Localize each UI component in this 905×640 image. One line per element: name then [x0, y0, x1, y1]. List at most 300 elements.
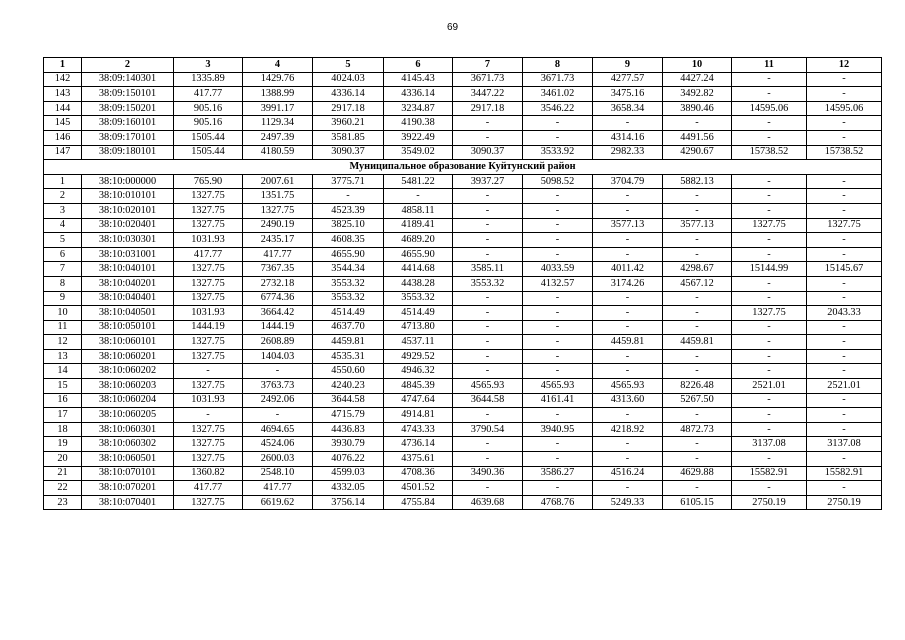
table-cell: -	[523, 320, 593, 335]
table-cell: 38:10:030301	[82, 233, 174, 248]
table-cell: 15145.67	[807, 262, 882, 277]
table-row	[44, 247, 882, 262]
table-cell: -	[593, 452, 663, 467]
table-cell: 4332.05	[313, 481, 384, 496]
table-cell: -	[732, 393, 807, 408]
table-cell: -	[807, 422, 882, 437]
table-cell: -	[523, 335, 593, 350]
table-cell: 5098.52	[523, 174, 593, 189]
table-cell: 1327.75	[174, 189, 243, 204]
table-cell: 38:10:020401	[82, 218, 174, 233]
table-cell: -	[523, 130, 593, 145]
table-row	[44, 379, 882, 394]
table-cell: 4189.41	[384, 218, 453, 233]
table-cell: 1327.75	[174, 262, 243, 277]
table-cell: -	[807, 291, 882, 306]
table-cell: 4755.84	[384, 495, 453, 510]
table-cell: 4872.73	[663, 422, 732, 437]
table-cell: -	[663, 452, 732, 467]
table-cell: 4639.68	[453, 495, 523, 510]
table-cell: 4436.83	[313, 422, 384, 437]
table-row	[44, 393, 882, 408]
table-cell: 4946.32	[384, 364, 453, 379]
table-cell: -	[453, 233, 523, 248]
column-header: 12	[807, 58, 882, 73]
table-cell: 3090.37	[453, 145, 523, 160]
table-cell: 4713.80	[384, 320, 453, 335]
table-row	[44, 335, 882, 350]
table-cell: -	[663, 437, 732, 452]
table-cell: 1388.99	[243, 87, 313, 102]
column-header: 4	[243, 58, 313, 73]
table-row	[44, 189, 882, 204]
table-cell: 3940.95	[523, 422, 593, 437]
table-cell: -	[593, 437, 663, 452]
table-cell: -	[593, 408, 663, 423]
table-cell: 4145.43	[384, 72, 453, 87]
table-cell: 3577.13	[593, 218, 663, 233]
table-cell: 4514.49	[384, 306, 453, 321]
table-cell: -	[807, 408, 882, 423]
table-cell: 38:10:060202	[82, 364, 174, 379]
table-cell: -	[732, 116, 807, 131]
table-cell: -	[807, 393, 882, 408]
table-cell: -	[453, 349, 523, 364]
table-row	[44, 101, 882, 116]
table-cell: 4	[44, 218, 82, 233]
table-cell: 3	[44, 203, 82, 218]
table-cell: -	[663, 233, 732, 248]
table-cell: -	[384, 189, 453, 204]
table-cell: -	[732, 452, 807, 467]
table-cell: 5249.33	[593, 495, 663, 510]
table-cell: 4599.03	[313, 466, 384, 481]
table-cell: -	[453, 189, 523, 204]
column-header: 5	[313, 58, 384, 73]
table-cell: 38:09:170101	[82, 130, 174, 145]
table-cell: 7	[44, 262, 82, 277]
table-cell: 145	[44, 116, 82, 131]
table-cell: -	[807, 349, 882, 364]
table-cell: -	[453, 291, 523, 306]
table-cell: 23	[44, 495, 82, 510]
table-cell: -	[807, 276, 882, 291]
table-cell: 21	[44, 466, 82, 481]
table-cell: 38:10:060204	[82, 393, 174, 408]
table-row	[44, 408, 882, 423]
table-cell: 5	[44, 233, 82, 248]
table-cell: 20	[44, 452, 82, 467]
table-cell: 14	[44, 364, 82, 379]
table-cell: 4929.52	[384, 349, 453, 364]
table-cell: -	[523, 218, 593, 233]
table-cell: -	[732, 87, 807, 102]
table-cell: -	[732, 481, 807, 496]
table-cell: 4858.11	[384, 203, 453, 218]
table-cell: -	[593, 233, 663, 248]
table-cell: 3991.17	[243, 101, 313, 116]
table-cell: -	[732, 408, 807, 423]
table-cell: 1444.19	[243, 320, 313, 335]
table-cell: -	[807, 174, 882, 189]
table-cell: -	[663, 320, 732, 335]
table-cell: 4414.68	[384, 262, 453, 277]
table-cell: -	[523, 116, 593, 131]
table-cell: -	[243, 364, 313, 379]
table-cell: 1429.76	[243, 72, 313, 87]
section-title: Муниципальное образование Куйтунский район	[44, 160, 882, 175]
table-cell: 38:10:040501	[82, 306, 174, 321]
table-cell: 3544.34	[313, 262, 384, 277]
column-header: 2	[82, 58, 174, 73]
table-cell: 38:10:060101	[82, 335, 174, 350]
table-row	[44, 349, 882, 364]
table-cell: 1031.93	[174, 233, 243, 248]
table-cell: 3475.16	[593, 87, 663, 102]
table-cell: 16	[44, 393, 82, 408]
table-cell: 15582.91	[732, 466, 807, 481]
table-cell: 8226.48	[663, 379, 732, 394]
table-cell: 4313.60	[593, 393, 663, 408]
table-cell: -	[453, 320, 523, 335]
table-row	[44, 145, 882, 160]
table-cell: -	[453, 218, 523, 233]
table-cell: 15738.52	[807, 145, 882, 160]
table-cell: 417.77	[174, 247, 243, 262]
table-cell: 3644.58	[313, 393, 384, 408]
table-cell: 4743.33	[384, 422, 453, 437]
table-cell: 146	[44, 130, 82, 145]
table-cell: 1327.75	[174, 203, 243, 218]
table-cell: -	[593, 247, 663, 262]
table-cell: 3756.14	[313, 495, 384, 510]
table-cell: -	[732, 335, 807, 350]
table-cell: 4537.11	[384, 335, 453, 350]
table-cell: 2608.89	[243, 335, 313, 350]
table-cell: -	[807, 130, 882, 145]
table-cell: 11	[44, 320, 82, 335]
table-cell: 4708.36	[384, 466, 453, 481]
table-cell: 3960.21	[313, 116, 384, 131]
table-cell: 38:10:040401	[82, 291, 174, 306]
table-cell: -	[663, 247, 732, 262]
table-cell: 1031.93	[174, 393, 243, 408]
table-row	[44, 452, 882, 467]
table-cell: -	[313, 189, 384, 204]
table-cell: 4567.12	[663, 276, 732, 291]
table-cell: 38:09:180101	[82, 145, 174, 160]
table-cell: -	[523, 233, 593, 248]
table-cell: 2750.19	[732, 495, 807, 510]
table-row	[44, 87, 882, 102]
table-cell: -	[523, 481, 593, 496]
table-cell: -	[663, 291, 732, 306]
table-cell: 2497.39	[243, 130, 313, 145]
table-cell: -	[732, 203, 807, 218]
table-cell: 4914.81	[384, 408, 453, 423]
table-cell: 4180.59	[243, 145, 313, 160]
table-cell: 3577.13	[663, 218, 732, 233]
table-cell: 5882.13	[663, 174, 732, 189]
table-cell: 6774.36	[243, 291, 313, 306]
table-cell: 1327.75	[174, 422, 243, 437]
table-cell: 14595.06	[732, 101, 807, 116]
table-cell: 18	[44, 422, 82, 437]
table-cell: 3922.49	[384, 130, 453, 145]
table-cell: 1327.75	[174, 291, 243, 306]
table-cell: 3137.08	[807, 437, 882, 452]
table-cell: 7367.35	[243, 262, 313, 277]
table-cell: -	[732, 233, 807, 248]
table-cell: 3658.34	[593, 101, 663, 116]
table-cell: -	[807, 189, 882, 204]
table-cell: 2521.01	[732, 379, 807, 394]
table-cell: 3775.71	[313, 174, 384, 189]
table-cell: 3890.46	[663, 101, 732, 116]
table-cell: -	[453, 247, 523, 262]
table-cell: 4694.65	[243, 422, 313, 437]
table-cell: -	[593, 349, 663, 364]
table-cell: 2600.03	[243, 452, 313, 467]
table-cell: 38:10:000000	[82, 174, 174, 189]
table-cell: -	[732, 189, 807, 204]
table-cell: 4218.92	[593, 422, 663, 437]
table-cell: 1327.75	[174, 276, 243, 291]
table-cell: 6105.15	[663, 495, 732, 510]
table-cell: 3586.27	[523, 466, 593, 481]
table-cell: 9	[44, 291, 82, 306]
table-cell: -	[663, 349, 732, 364]
page-number: 69	[446, 22, 459, 33]
table-cell: -	[807, 481, 882, 496]
table-row	[44, 233, 882, 248]
table-cell: 1327.75	[732, 306, 807, 321]
column-header: 11	[732, 58, 807, 73]
table-cell: 3704.79	[593, 174, 663, 189]
table-cell: 15738.52	[732, 145, 807, 160]
table-cell: 17	[44, 408, 82, 423]
table-row	[44, 495, 882, 510]
column-header: 6	[384, 58, 453, 73]
table-cell: 4655.90	[313, 247, 384, 262]
table-cell: -	[593, 203, 663, 218]
table-cell: 3763.73	[243, 379, 313, 394]
table-cell: 4033.59	[523, 262, 593, 277]
table-cell: 8	[44, 276, 82, 291]
table-row	[44, 306, 882, 321]
table-cell: 38:09:140301	[82, 72, 174, 87]
table-cell: 22	[44, 481, 82, 496]
table-cell: -	[663, 306, 732, 321]
table-cell: 2007.61	[243, 174, 313, 189]
table-cell: 3174.26	[593, 276, 663, 291]
table-cell: 4459.81	[663, 335, 732, 350]
table-cell: 38:10:040101	[82, 262, 174, 277]
table-cell: 1327.75	[243, 203, 313, 218]
table-cell: -	[732, 349, 807, 364]
table-cell: 38:09:150101	[82, 87, 174, 102]
table-cell: -	[593, 291, 663, 306]
table-cell: -	[453, 130, 523, 145]
table-row	[44, 174, 882, 189]
table-cell: 1351.75	[243, 189, 313, 204]
table-cell: 12	[44, 335, 82, 350]
cadastral-value-table	[43, 57, 882, 510]
table-cell: 4290.67	[663, 145, 732, 160]
table-cell: 6	[44, 247, 82, 262]
table-cell: -	[453, 481, 523, 496]
table-cell: -	[593, 116, 663, 131]
table-cell: 4768.76	[523, 495, 593, 510]
table-cell: -	[523, 189, 593, 204]
table-cell: 3671.73	[523, 72, 593, 87]
table-cell: -	[807, 116, 882, 131]
table-cell: 1335.89	[174, 72, 243, 87]
table-row	[44, 320, 882, 335]
table-cell: 38:10:050101	[82, 320, 174, 335]
table-cell: 15582.91	[807, 466, 882, 481]
table-cell: -	[807, 72, 882, 87]
table-cell: 2982.33	[593, 145, 663, 160]
table-row	[44, 364, 882, 379]
table-cell: 2750.19	[807, 495, 882, 510]
table-cell: 38:10:060201	[82, 349, 174, 364]
table-cell: 4459.81	[593, 335, 663, 350]
table-cell: -	[523, 437, 593, 452]
table-cell: 4190.38	[384, 116, 453, 131]
table-cell: -	[453, 408, 523, 423]
table-cell: 417.77	[174, 481, 243, 496]
table-cell: -	[807, 320, 882, 335]
table-cell: 1327.75	[174, 452, 243, 467]
table-cell: 147	[44, 145, 82, 160]
table-cell: 1	[44, 174, 82, 189]
table-cell: 38:10:060501	[82, 452, 174, 467]
table-cell: 38:10:020101	[82, 203, 174, 218]
table-cell: -	[807, 364, 882, 379]
table-cell: -	[453, 306, 523, 321]
table-cell: -	[174, 408, 243, 423]
column-header: 3	[174, 58, 243, 73]
table-cell: -	[732, 276, 807, 291]
table-cell: -	[807, 203, 882, 218]
table-cell: -	[807, 87, 882, 102]
table-cell: 1327.75	[174, 379, 243, 394]
table-cell: 4161.41	[523, 393, 593, 408]
table-cell: 38:10:070201	[82, 481, 174, 496]
table-cell: -	[593, 481, 663, 496]
table-cell: 3234.87	[384, 101, 453, 116]
table-cell: -	[807, 233, 882, 248]
table-cell: 4565.93	[523, 379, 593, 394]
table-cell: -	[663, 408, 732, 423]
table-row	[44, 218, 882, 233]
table-cell: 2917.18	[313, 101, 384, 116]
table-cell: 3553.32	[313, 276, 384, 291]
table-cell: -	[732, 291, 807, 306]
table-row	[44, 422, 882, 437]
table-cell: -	[732, 320, 807, 335]
table-cell: 3930.79	[313, 437, 384, 452]
column-header: 8	[523, 58, 593, 73]
table-cell: -	[593, 320, 663, 335]
table-cell: 3553.32	[313, 291, 384, 306]
table-cell: 10	[44, 306, 82, 321]
table-cell: 4336.14	[384, 87, 453, 102]
table-cell: -	[663, 189, 732, 204]
table-row	[44, 466, 882, 481]
table-cell: -	[174, 364, 243, 379]
table-cell: 1129.34	[243, 116, 313, 131]
section-row	[44, 160, 882, 175]
table-cell: 38:09:160101	[82, 116, 174, 131]
table-cell: -	[453, 116, 523, 131]
table-cell: 3671.73	[453, 72, 523, 87]
table-cell: -	[243, 408, 313, 423]
table-cell: 3461.02	[523, 87, 593, 102]
table-cell: 3644.58	[453, 393, 523, 408]
table-cell: 3825.10	[313, 218, 384, 233]
table-cell: 2732.18	[243, 276, 313, 291]
table-cell: -	[807, 247, 882, 262]
table-cell: 4501.52	[384, 481, 453, 496]
table-cell: 3546.22	[523, 101, 593, 116]
table-cell: 1505.44	[174, 130, 243, 145]
table-cell: 144	[44, 101, 82, 116]
table-row	[44, 72, 882, 87]
table-cell: 14595.06	[807, 101, 882, 116]
table-cell: 3447.22	[453, 87, 523, 102]
table-cell: 4747.64	[384, 393, 453, 408]
table-cell: 4011.42	[593, 262, 663, 277]
table-cell: 2490.19	[243, 218, 313, 233]
table-cell: 1327.75	[732, 218, 807, 233]
table-cell: -	[593, 306, 663, 321]
table-cell: 6619.62	[243, 495, 313, 510]
table-cell: 4336.14	[313, 87, 384, 102]
table-cell: 4375.61	[384, 452, 453, 467]
table-cell: 4076.22	[313, 452, 384, 467]
table-cell: -	[732, 247, 807, 262]
table-cell: 3492.82	[663, 87, 732, 102]
table-cell: -	[523, 291, 593, 306]
table-cell: 38:09:150201	[82, 101, 174, 116]
table-cell: -	[807, 335, 882, 350]
table-cell: 1360.82	[174, 466, 243, 481]
table-cell: -	[663, 481, 732, 496]
table-cell: 3137.08	[732, 437, 807, 452]
table-cell: -	[732, 174, 807, 189]
table-cell: 4845.39	[384, 379, 453, 394]
table-cell: 19	[44, 437, 82, 452]
table-cell: 38:10:060205	[82, 408, 174, 423]
table-cell: 38:10:070401	[82, 495, 174, 510]
table-cell: -	[453, 335, 523, 350]
table-cell: -	[523, 247, 593, 262]
table-cell: 4689.20	[384, 233, 453, 248]
table-cell: 38:10:060302	[82, 437, 174, 452]
table-cell: 4565.93	[593, 379, 663, 394]
column-header: 10	[663, 58, 732, 73]
column-header: 9	[593, 58, 663, 73]
table-cell: 4491.56	[663, 130, 732, 145]
table-row	[44, 116, 882, 131]
table-cell: 417.77	[243, 481, 313, 496]
header-row	[44, 58, 882, 73]
column-header: 7	[453, 58, 523, 73]
table-cell: 417.77	[174, 87, 243, 102]
table-cell: 3553.32	[384, 291, 453, 306]
